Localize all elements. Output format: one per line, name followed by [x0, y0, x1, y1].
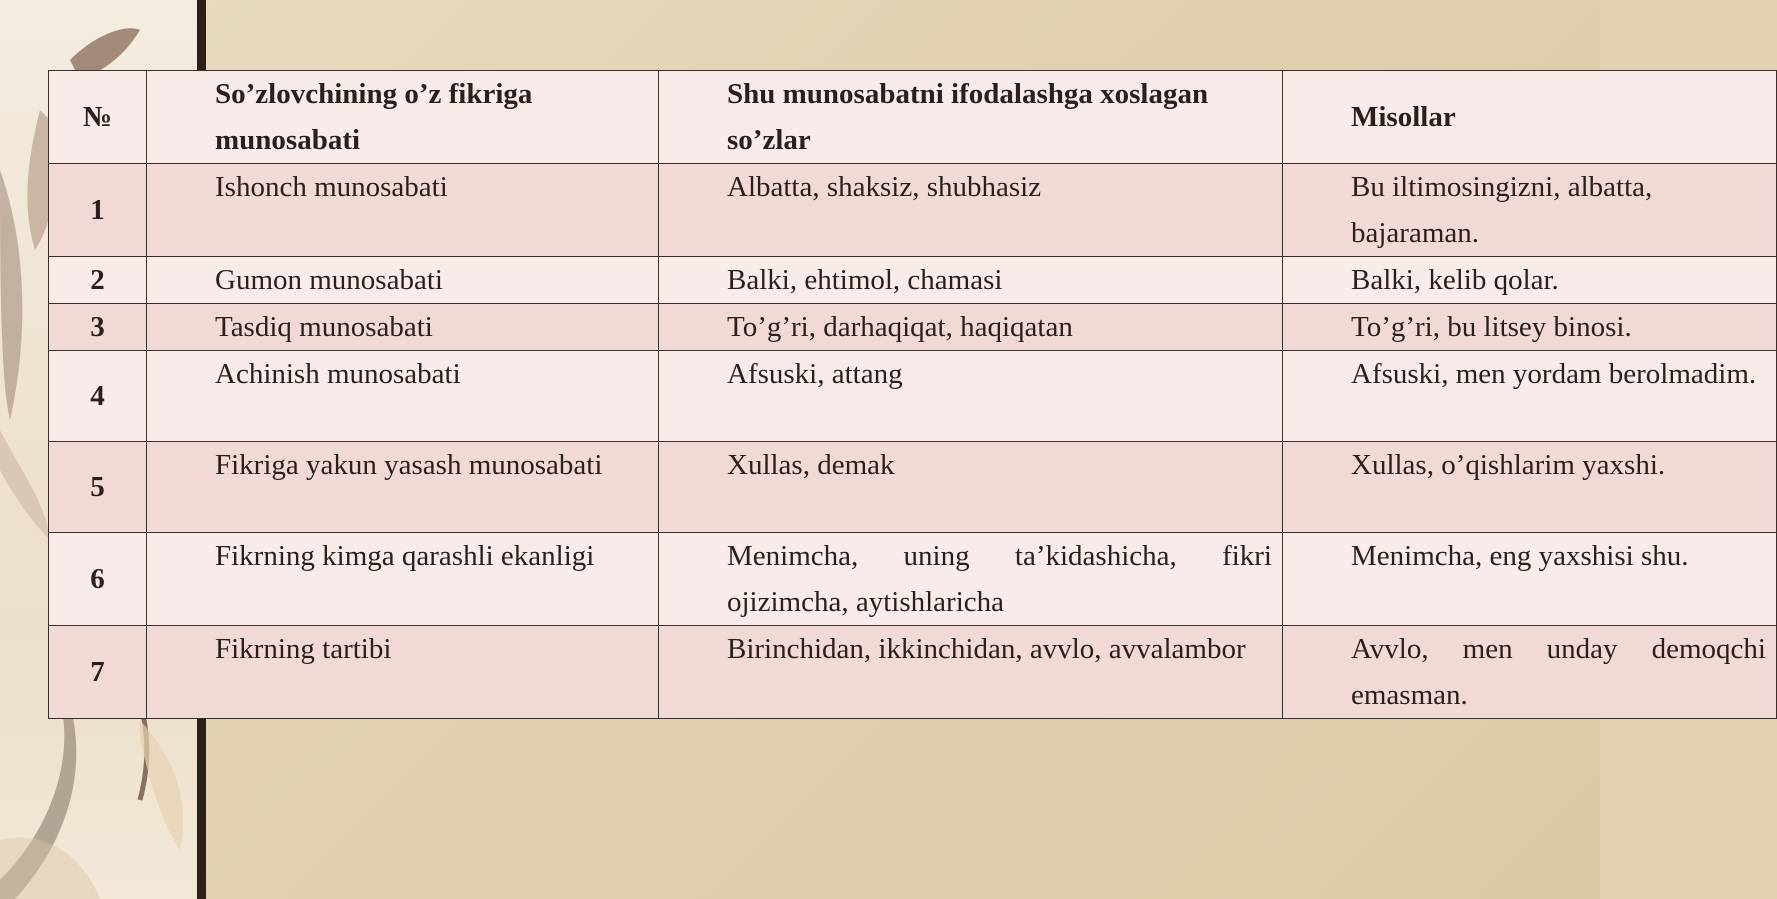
- main-table-container: [48, 70, 1777, 719]
- relation-words-table: [48, 70, 1777, 719]
- row-words: To’g’ri, darhaqiqat, haqiqatan: [659, 304, 1283, 351]
- row-num: 4: [49, 351, 147, 442]
- header-examples: Misollar: [1283, 71, 1777, 164]
- row-relation: Fikrning tartibi: [147, 626, 659, 719]
- row-num: 7: [49, 626, 147, 719]
- header-words: Shu munosabatni ifodalashga xoslagan so’zlar: [659, 71, 1283, 164]
- row-num: 2: [49, 257, 147, 304]
- row-num: 5: [49, 442, 147, 533]
- row-num: 3: [49, 304, 147, 351]
- table-row: [49, 304, 1777, 351]
- table-row: [49, 626, 1777, 719]
- row-words: Birinchidan, ikkinchidan, avvlo, avvalambor: [659, 626, 1283, 719]
- row-example: Afsuski, men yordam berolmadim.: [1283, 351, 1777, 442]
- row-example: To’g’ri, bu litsey binosi.: [1283, 304, 1777, 351]
- row-words: Albatta, shaksiz, shubhasiz: [659, 164, 1283, 257]
- row-words: Xullas, demak: [659, 442, 1283, 533]
- row-relation: Tasdiq munosabati: [147, 304, 659, 351]
- row-example: Bu iltimosingizni, albatta, bajaraman.: [1283, 164, 1777, 257]
- table-row: [49, 257, 1777, 304]
- row-relation: Ishonch munosabati: [147, 164, 659, 257]
- row-example: Xullas, o’qishlarim yaxshi.: [1283, 442, 1777, 533]
- table-row: [49, 164, 1777, 257]
- table-row: [49, 442, 1777, 533]
- row-example: Avvlo, men unday demoqchi emasman.: [1283, 626, 1777, 719]
- table-row: [49, 351, 1777, 442]
- row-relation: Fikrning kimga qarashli ekanligi: [147, 533, 659, 626]
- row-num: 6: [49, 533, 147, 626]
- header-num: №: [49, 71, 147, 164]
- row-example: Balki, kelib qolar.: [1283, 257, 1777, 304]
- row-words: Balki, ehtimol, chamasi: [659, 257, 1283, 304]
- row-example: Menimcha, eng yaxshisi shu.: [1283, 533, 1777, 626]
- table-header-row: [49, 71, 1777, 164]
- table-row: [49, 533, 1777, 626]
- header-relation: So’zlovchining o’z fikriga munosabati: [147, 71, 659, 164]
- row-relation: Achinish munosabati: [147, 351, 659, 442]
- row-num: 1: [49, 164, 147, 257]
- row-relation: Fikriga yakun yasash munosabati: [147, 442, 659, 533]
- row-words: Menimcha, uning ta’kidashicha, fikri ojizimcha, aytishlaricha: [659, 533, 1283, 626]
- row-relation: Gumon munosabati: [147, 257, 659, 304]
- row-words: Afsuski, attang: [659, 351, 1283, 442]
